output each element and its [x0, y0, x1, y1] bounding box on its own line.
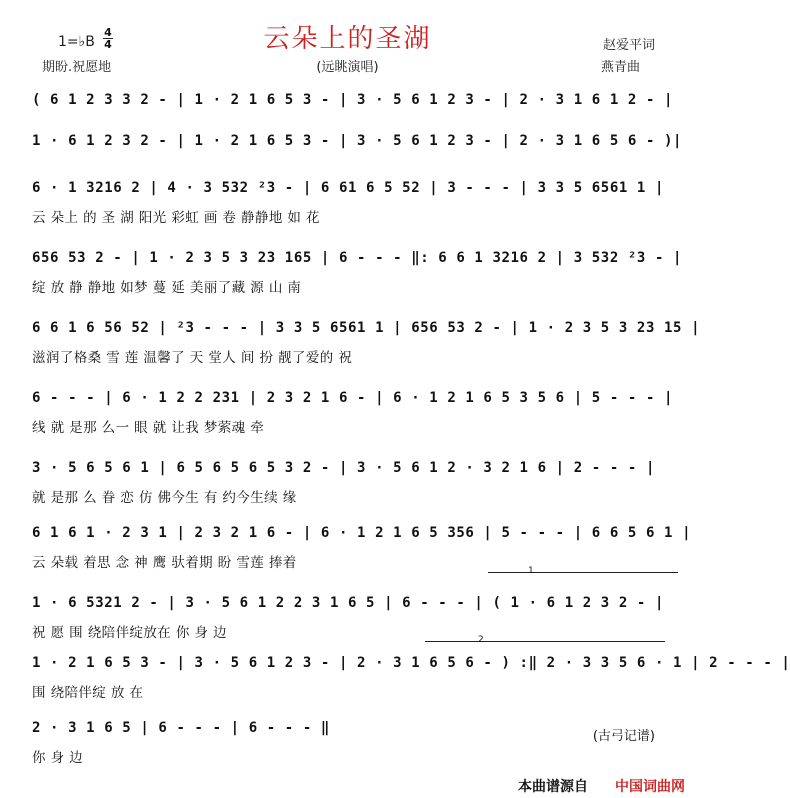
notation-row: 3 · 5 6 5 6 1 | 6 5 6 5 6 5 3 2 - | 3 · 5 6 1 2 · 3 2 1 6 | 2 - - - | [32, 460, 655, 476]
time-signature-top: 4 [104, 26, 112, 39]
notation-row: 6 · 1 3216 2 | 4 · 3 532 ²3 - | 6 61 6 5 52 | 3 - - - | 3 3 5 6561 1 | [32, 180, 665, 196]
key-signature: 1=♭B [58, 34, 95, 50]
volta-number-1: 1 [528, 566, 534, 576]
lyrics-row: 围 绕陪伴绽 放 在 [32, 685, 144, 701]
notation-row: 6 6 1 6 56 52 | ²3 - - - | 3 3 5 6561 1 | 656 53 2 - | 1 · 2 3 5 3 23 15 | [32, 320, 701, 336]
lyrics-row: 云 朵上 的 圣 湖 阳光 彩虹 画 卷 静静地 如 花 [32, 210, 320, 226]
performer: (远眺演唱) [316, 60, 379, 75]
volta-number-2: 2 [478, 635, 484, 645]
composer: 燕青曲 [600, 60, 640, 75]
volta-bracket-1 [488, 572, 678, 573]
footer-source: 本曲谱源自 [518, 779, 588, 795]
expression-mark: 期盼.祝愿地 [42, 60, 112, 75]
lyrics-row: 线 就 是那 么一 眼 就 让我 梦萦魂 牵 [32, 420, 265, 436]
lyrics-row: 云 朵载 着思 念 神 鹰 驮着期 盼 雪莲 捧着 [32, 555, 297, 571]
notation-row: 6 1 6 1 · 2 3 1 | 2 3 2 1 6 - | 6 · 1 2 1 6 5 356 | 5 - - - | 6 6 5 6 1 | [32, 525, 692, 541]
lyrics-row: 滋润了格桑 雪 莲 温馨了 天 堂人 间 扮 靓了爱的 祝 [32, 350, 353, 366]
notation-row: 1 · 2 1 6 5 3 - | 3 · 5 6 1 2 3 - | 2 · 3 1 6 5 6 - ) :‖ 2 · 3 3 5 6 · 1 | 2 - - - | [32, 655, 790, 671]
footer-site-link[interactable]: 中国词曲网 [615, 779, 685, 795]
lyrics-row: 就 是那 么 眷 恋 仿 佛今生 有 约今生续 缘 [32, 490, 297, 506]
notation-row: 1 · 6 5321 2 - | 3 · 5 6 1 2 2 3 1 6 5 | 6 - - - | ( 1 · 6 1 2 3 2 - | [32, 595, 665, 611]
lyrics-row: 绽 放 静 静地 如梦 蔓 延 美丽了藏 源 山 南 [32, 280, 302, 296]
notation-row: 1 · 6 1 2 3 2 - | 1 · 2 1 6 5 3 - | 3 · 5 6 1 2 3 - | 2 · 3 1 6 5 6 - )| [32, 133, 683, 149]
notation-row: ( 6 1 2 3 3 2 - | 1 · 2 1 6 5 3 - | 3 · 5 6 1 2 3 - | 2 · 3 1 6 1 2 - | [32, 92, 674, 108]
lyrics-row: 祝 愿 围 绕陪伴绽放在 你 身 边 [32, 625, 227, 641]
notation-row: 6 - - - | 6 · 1 2 2 231 | 2 3 2 1 6 - | 6 · 1 2 1 6 5 3 5 6 | 5 - - - | [32, 390, 674, 406]
time-signature [102, 27, 114, 50]
song-title: 云朵上的圣湖 [263, 24, 432, 54]
notation-row: 656 53 2 - | 1 · 2 3 5 3 23 165 | 6 - - - ‖: 6 6 1 3216 2 | 3 532 ²3 - | [32, 250, 683, 266]
volta-bracket-2 [425, 641, 665, 642]
lyrics-row: 你 身 边 [32, 750, 84, 766]
lyricist: 赵爱平词 [602, 38, 655, 53]
notation-row: 2 · 3 1 6 5 | 6 - - - | 6 - - - ‖ [32, 720, 330, 736]
time-signature-bottom: 4 [104, 38, 112, 51]
transcriber-credit: (古弓记谱) [592, 729, 655, 744]
